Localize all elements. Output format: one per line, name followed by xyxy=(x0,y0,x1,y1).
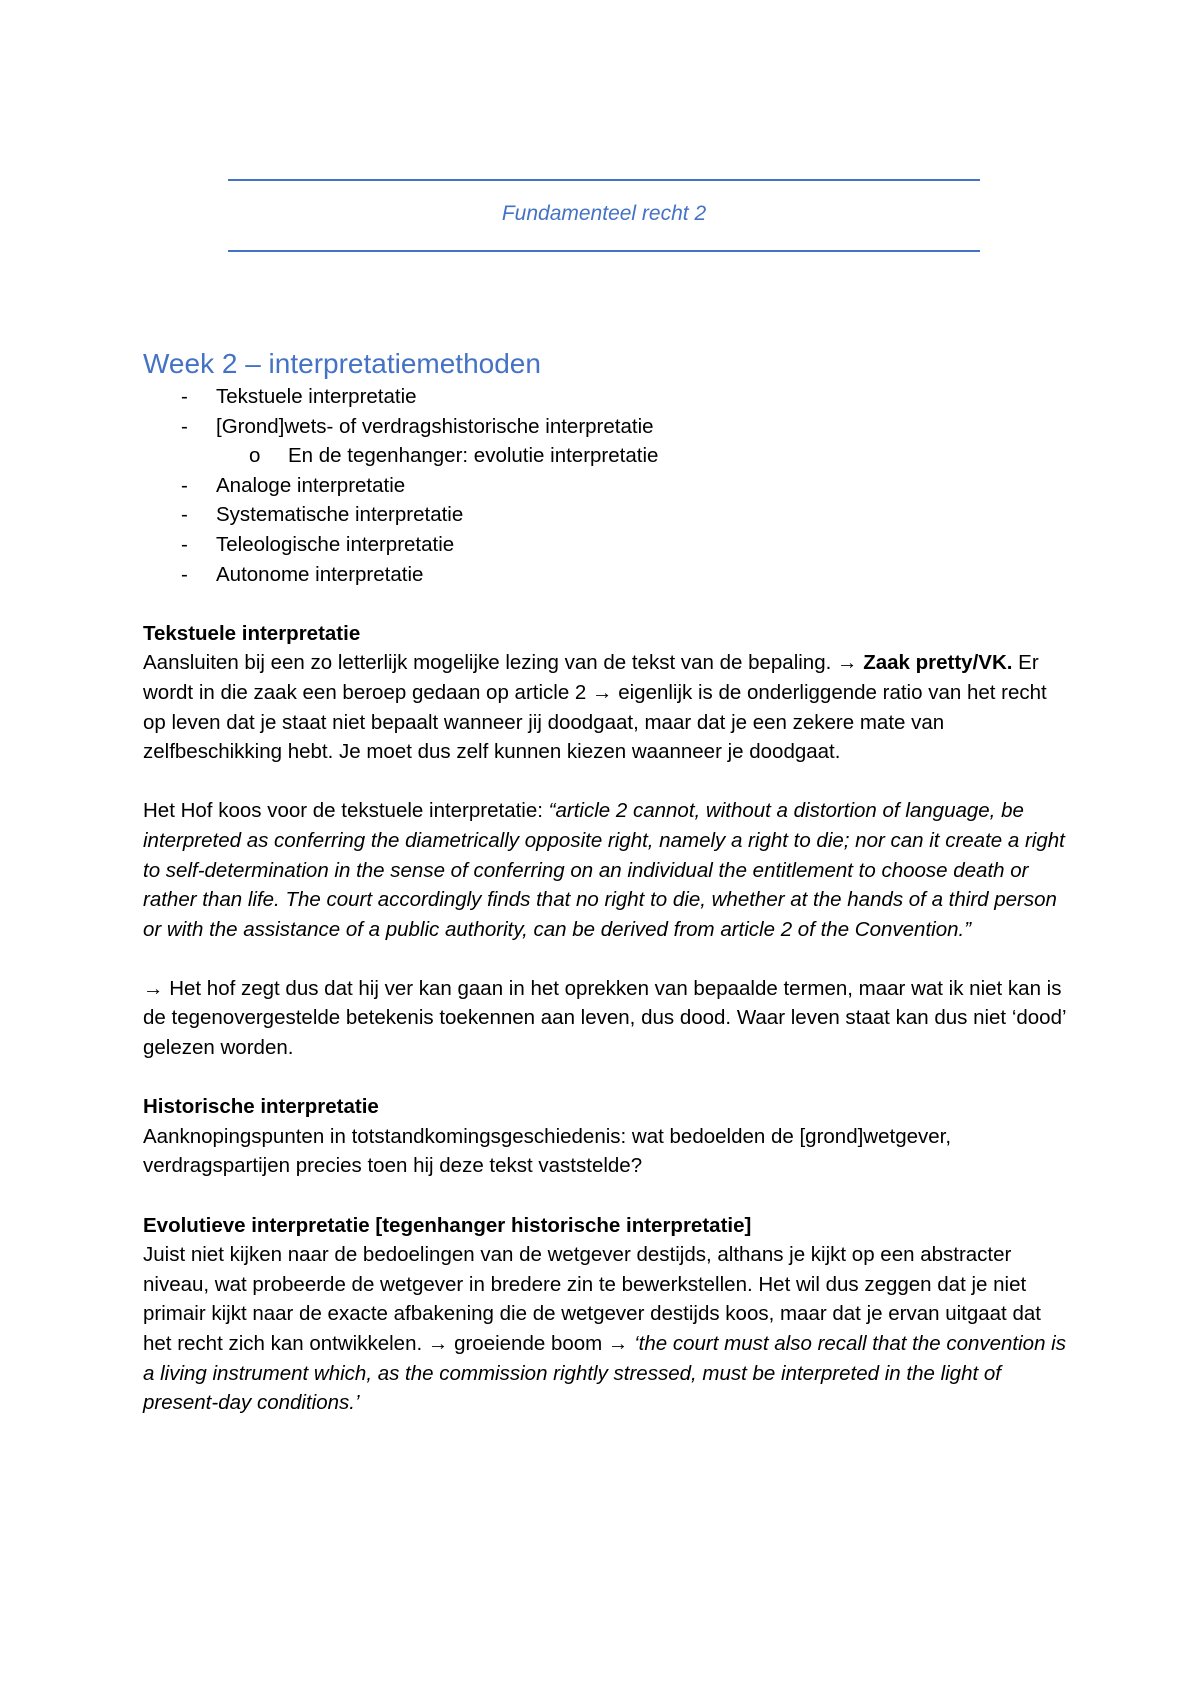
text-run: Het Hof koos voor de tekstuele interpretatie: xyxy=(143,799,549,823)
list-item xyxy=(143,560,1073,590)
list-item xyxy=(143,471,1073,501)
section-evolutieve xyxy=(143,1211,1073,1418)
list-item-label: Autonome interpretatie xyxy=(216,562,424,586)
section-tekstuele xyxy=(143,619,1073,1063)
paragraph xyxy=(143,1240,1073,1418)
section-historische xyxy=(143,1092,1073,1181)
document-title: Fundamenteel recht 2 xyxy=(501,202,707,225)
paragraph xyxy=(143,796,1073,944)
list-item xyxy=(143,500,1073,530)
dash-marker: - xyxy=(181,532,188,556)
text-run: Juist niet kijken naar de bedoelingen van de wetgever destijds, althans je kijkt op een abstracter niveau, wat probeerde de wetgever in bredere zin te bewerkstellen. Het wil dus zeggen dat je niet primair kijkt naar de exacte afbakening die de wetgever destijds koos, maar dat je ervan uitgaat dat het recht zich kan ontwikkelen. → groeiende boom → xyxy=(143,1243,1041,1355)
list-item-label: Tekstuele interpretatie xyxy=(216,385,417,408)
court-quote: ‘the court must also recall that the convention is a living instrument which, as the commission rightly stressed, must be interpreted in the light of present-day conditions.’ xyxy=(143,1332,1066,1415)
list-item xyxy=(143,412,1073,471)
paragraph: → Het hof zegt dus dat hij ver kan gaan in het oprekken van bepaalde termen, maar wat ik niet kan is de tegenovergestelde betekenis toekennen aan leven, dus dood. Waar leven staat kan dus niet ‘dood’ gelezen worden. xyxy=(143,976,1066,1060)
case-name: Zaak pretty/VK. xyxy=(863,651,1013,675)
list-item xyxy=(143,530,1073,560)
section-title-evolutieve: Evolutieve interpretatie [tegenhanger historische interpretatie] xyxy=(143,1213,752,1237)
list-item-label: Teleologische interpretatie xyxy=(216,532,455,556)
dash-marker: - xyxy=(181,562,188,586)
week-heading: Week 2 – interpretatiemethoden xyxy=(143,348,541,379)
list-item-label: Analoge interpretatie xyxy=(216,473,406,497)
list-item xyxy=(143,382,1073,412)
title-bottom-rule xyxy=(228,250,980,252)
list-item-label: Systematische interpretatie xyxy=(216,503,464,527)
dash-marker: - xyxy=(181,473,188,497)
document-body xyxy=(143,346,1073,1418)
title-top-rule xyxy=(228,179,980,181)
section-title-historische: Historische interpretatie xyxy=(143,1095,379,1119)
paragraph: Aanknopingspunten in totstandkomingsgeschiedenis: wat bedoelden de [grond]wetgever, verdragspartijen precies toen hij deze tekst vaststelde? xyxy=(143,1124,952,1178)
court-quote: “article 2 cannot, without a distortion of language, be interpreted as conferring the diametrically opposite right, namely a right to die; nor can it create a right to self-determination in the sense of conferring on an individual the entitlement to choose death or rather than life. The court accordingly finds that no right to die, whether at the hands of a third person or with the assistance of a public authority, can be derived from article 2 of the Convention.” xyxy=(143,799,1065,941)
method-list xyxy=(143,382,1073,589)
sub-list-item xyxy=(143,441,1073,471)
dash-marker: - xyxy=(181,385,188,408)
section-title-tekstuele: Tekstuele interpretatie xyxy=(143,621,361,645)
dash-marker: - xyxy=(181,503,188,527)
text-run: Er wordt in die zaak een beroep gedaan op article 2 → eigenlijk is de onderliggende ratio van het recht op leven dat je staat niet bepaalt wanneer jij doodgaat, maar dat je een zekere mate van zelfbeschikking hebt. Je moet dus zelf kunnen kiezen waanneer je doodgaat. xyxy=(143,651,1047,764)
list-item-label: [Grond]wets- of verdragshistorische interpretatie xyxy=(216,414,654,438)
text-run: Aansluiten bij een zo letterlijk mogelijke lezing van de tekst van de bepaling. → xyxy=(143,651,864,675)
paragraph xyxy=(143,648,1073,766)
sub-list xyxy=(216,441,1073,471)
dash-marker: - xyxy=(181,414,188,438)
sub-list-item-label: En de tegenhanger: evolutie interpretatie xyxy=(288,444,659,468)
circle-marker: o xyxy=(249,444,261,468)
